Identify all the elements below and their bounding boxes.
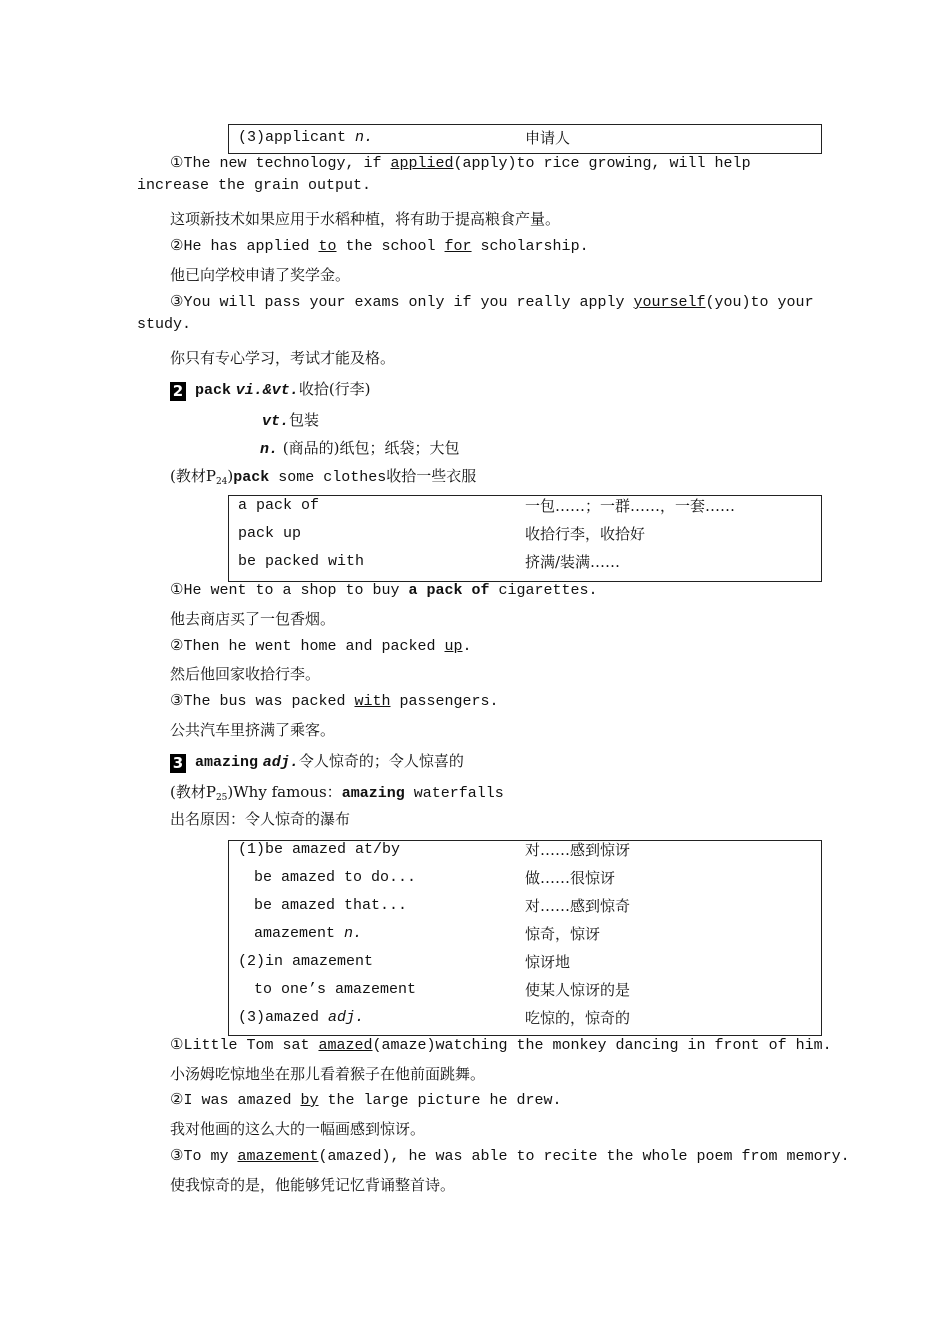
example-amaze-2: ②I was amazed by the large picture he drew. xyxy=(170,1092,562,1109)
pack-phrases-box xyxy=(228,495,822,582)
translation-apply-1: 这项新技术如果应用于水稻种植，将有助于提高粮食产量。 xyxy=(170,210,561,228)
amaze-phrases-box xyxy=(228,840,822,1036)
applicant-pos: n. xyxy=(355,129,374,146)
word-entry-amazing xyxy=(170,750,464,774)
answer-blank: up xyxy=(444,638,463,655)
part-of-speech: adj. xyxy=(262,754,299,771)
phrase-row: be amazed that... 对……感到惊奇 xyxy=(254,897,631,915)
answer-blank: to xyxy=(318,238,337,255)
translation-pack-3: 公共汽车里挤满了乘客。 xyxy=(170,721,336,739)
headword: amazing xyxy=(195,754,259,771)
example-pack-2: ②Then he went home and packed up. xyxy=(170,638,472,655)
example-amaze-1: ①Little Tom sat amazed(amaze)watching the monkey dancing in front of him. xyxy=(170,1037,832,1054)
answer-blank: by xyxy=(300,1092,319,1109)
phrase-row: (3)amazed adj. 吃惊的，惊奇的 xyxy=(238,1009,631,1027)
part-of-speech: vi.&vt. xyxy=(235,382,299,399)
translation-pack-1: 他去商店买了一包香烟。 xyxy=(170,610,336,628)
applicant-meaning: 申请人 xyxy=(525,129,571,147)
answer-blank: with xyxy=(354,693,391,710)
textbook-source-pack: (教材$P_{24})pack$ some clothes收拾一些衣服 xyxy=(170,467,477,487)
translation-pack-2: 然后他回家收拾行李。 xyxy=(170,665,321,683)
example-apply-1: ①The new technology, if applied(apply)to rice growing, will help increase the grain output. xyxy=(137,155,751,194)
translation-amaze-3: 使我惊奇的是，他能够凭记忆背诵整首诗。 xyxy=(170,1176,456,1194)
definition: 收拾(行李) xyxy=(298,380,371,398)
phrase-row: to one’s amazement 使某人惊讶的是 xyxy=(254,981,631,999)
phrase-row: (2)in amazement 惊讶地 xyxy=(238,953,571,971)
phrase-row: amazement n. 惊奇，惊讶 xyxy=(254,925,601,943)
example-apply-2: ②He has applied to the school for scholarship. xyxy=(170,238,589,255)
example-pack-3: ③The bus was packed with passengers. xyxy=(170,693,499,710)
example-amaze-3: ③To my amazement(amazed), he was able to recite the whole poem from memory. xyxy=(170,1148,850,1165)
translation-apply-2: 他已向学校申请了奖学金。 xyxy=(170,266,351,284)
translation-amaze-2: 我对他画的这么大的一幅画感到惊讶。 xyxy=(170,1120,426,1138)
phrase-row: be amazed to do... 做……很惊讶 xyxy=(254,869,616,887)
pack-sense-n: n. (商品的)纸包；纸袋；大包 xyxy=(260,439,460,458)
word-entry-pack xyxy=(170,378,371,402)
phrase-row: (1)be amazed at/by 对……感到惊讶 xyxy=(238,841,631,859)
pack-sense-vt: vt.包装 xyxy=(262,411,320,430)
phrase-row: a pack of 一包……；一群……，一套…… xyxy=(238,497,736,515)
example-apply-3: ③You will pass your exams only if you really apply yourself(you)to your study. xyxy=(137,294,814,333)
translation-apply-3: 你只有专心学习，考试才能及格。 xyxy=(170,349,396,367)
phrase-row: be packed with 挤满/装满…… xyxy=(238,553,621,571)
answer-blank: applied xyxy=(390,155,454,172)
phrase-row: pack up 收拾行李，收拾好 xyxy=(238,525,646,543)
applicant-box xyxy=(228,124,822,154)
applicant-row xyxy=(229,124,821,152)
textbook-source-translation: 出名原因：令人惊奇的瀑布 xyxy=(170,810,351,828)
answer-blank: for xyxy=(444,238,472,255)
example-pack-1: ①He went to a shop to buy a pack of cigarettes. xyxy=(170,582,598,599)
answer-blank: amazement xyxy=(237,1148,319,1165)
entry-number-badge: 3 xyxy=(170,754,186,773)
headword: pack xyxy=(195,382,232,399)
answer-blank: yourself xyxy=(633,294,706,311)
translation-amaze-1: 小汤姆吃惊地坐在那儿看着猴子在他前面跳舞。 xyxy=(170,1065,486,1083)
textbook-source-amazing: (教材$P_{25})Why$ famous：amazing waterfalls xyxy=(170,783,504,803)
answer-blank: amazed xyxy=(318,1037,373,1054)
entry-number-badge: 2 xyxy=(170,382,186,401)
applicant-term: (3)applicant xyxy=(238,129,356,146)
definition: 令人惊奇的；令人惊喜的 xyxy=(298,752,464,770)
